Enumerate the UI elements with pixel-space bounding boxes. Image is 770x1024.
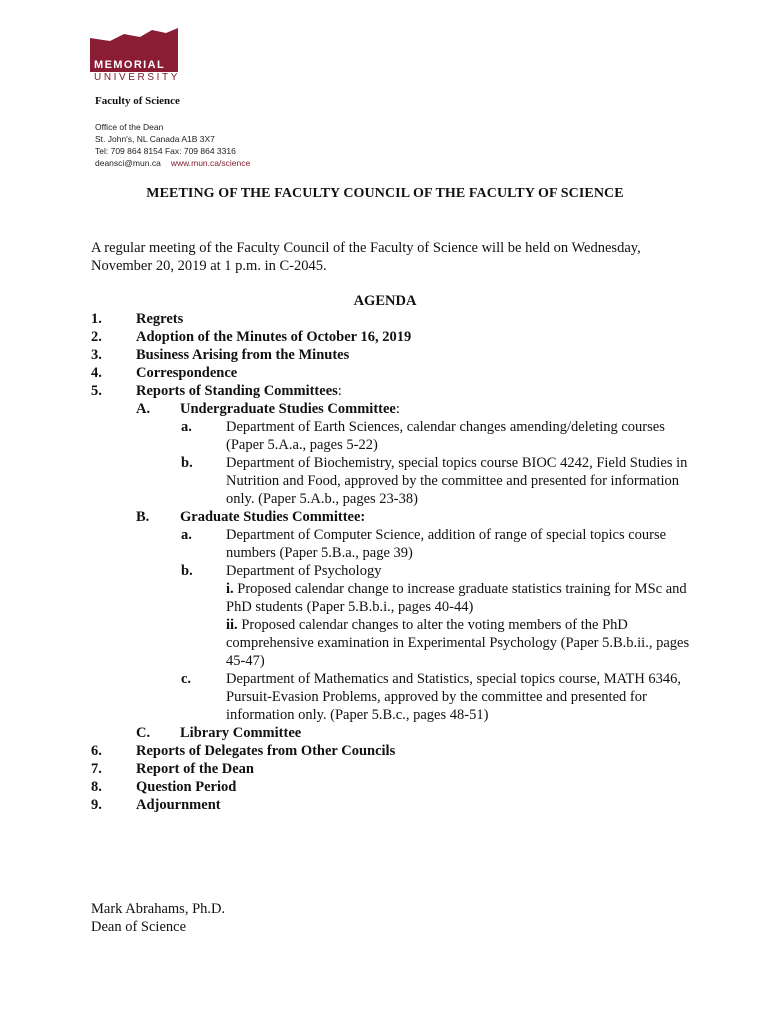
- agenda-item-number: 8.: [91, 779, 102, 795]
- agenda-item: [91, 760, 691, 778]
- agenda-subsubitem-letter: a.: [181, 527, 192, 543]
- agenda-item: [91, 742, 691, 760]
- logo-wordmark-university: UNIVERSITY: [94, 72, 181, 83]
- logo-wordmark-memorial: MEMORIAL: [94, 59, 166, 71]
- agenda-item: [91, 778, 691, 796]
- agenda-subsubitem-text: Department of Mathematics and Statistics, special topics course, MATH 6346, Pursuit-Evasion Problems, approved by the committee and presented for information only. (Paper 5.B.c., pages 48-51): [226, 671, 682, 723]
- agenda-item-text: Adjournment: [136, 797, 221, 813]
- meeting-title: MEETING OF THE FACULTY COUNCIL OF THE FACULTY OF SCIENCE: [146, 186, 624, 201]
- agenda-subitem-text: Library Committee: [180, 725, 302, 741]
- agenda-item: [91, 364, 691, 382]
- agenda-subsubitem-text: Department of Psychology: [226, 563, 382, 579]
- agenda-subsubitem-letter: a.: [181, 419, 192, 435]
- agenda-subitem-suffix: :: [395, 401, 400, 417]
- agenda-list: [91, 310, 691, 814]
- signature-block: [91, 900, 225, 936]
- office-website-link[interactable]: www.mun.ca/science: [170, 158, 251, 168]
- agenda-item: [91, 382, 691, 400]
- agenda-item: [91, 796, 691, 814]
- agenda-heading: AGENDA: [353, 293, 417, 309]
- agenda-roman-numeral: i.: [226, 581, 234, 597]
- agenda-item-text: Correspondence: [136, 365, 238, 381]
- agenda-subitem-text: Undergraduate Studies Committee: [180, 401, 396, 417]
- agenda-subsubitem: [91, 454, 691, 508]
- meeting-intro: A regular meeting of the Faculty Council of the Faculty of Science will be held on Wednesday, November 20, 2019 at 1 p.m. in C-2045.: [91, 240, 641, 274]
- agenda-roman-text: Proposed calendar change to increase graduate statistics training for MSc and PhD students (Paper 5.B.b.i., pages 40-44): [226, 581, 687, 615]
- agenda-item-number: 4.: [91, 365, 102, 381]
- agenda-item: [91, 310, 691, 328]
- office-contact-block: [95, 121, 250, 169]
- agenda-item-suffix: :: [337, 383, 342, 399]
- office-email[interactable]: deansci@mun.ca: [95, 158, 161, 168]
- agenda-roman-text: Proposed calendar changes to alter the voting members of the PhD comprehensive examination in Experimental Psychology (Paper 5.B.b.ii., pages 45-47): [226, 617, 690, 669]
- agenda-item-number: 6.: [91, 743, 102, 759]
- agenda-item-number: 1.: [91, 311, 102, 327]
- agenda-subsubitem: [91, 418, 691, 454]
- agenda-item-text: Regrets: [136, 311, 184, 327]
- agenda-subitem-letter: B.: [136, 509, 150, 525]
- university-logo: [90, 28, 190, 84]
- agenda-subsubitem-letter: c.: [181, 671, 192, 687]
- agenda-item-text: Reports of Delegates from Other Councils: [136, 743, 396, 759]
- agenda-subitem-letter: C.: [136, 725, 151, 741]
- agenda-item-number: 3.: [91, 347, 102, 363]
- agenda-subitem-text: Graduate Studies Committee:: [180, 509, 366, 525]
- office-phone-fax: Tel: 709 864 8154 Fax: 709 864 3316: [95, 146, 236, 156]
- agenda-subitem-letter: A.: [136, 401, 151, 417]
- signatory-role: Dean of Science: [91, 919, 187, 935]
- agenda-subsubitem: [91, 526, 691, 562]
- agenda-subitem: [91, 508, 691, 526]
- agenda-roman-item: [226, 580, 691, 616]
- agenda-subitem: [91, 400, 691, 418]
- agenda-item-text: Question Period: [136, 779, 237, 795]
- agenda-item-text: Business Arising from the Minutes: [136, 347, 350, 363]
- agenda-item-text: Adoption of the Minutes of October 16, 2019: [136, 329, 412, 345]
- faculty-name: Faculty of Science: [95, 95, 180, 107]
- agenda-item-text: Reports of Standing Committees: [136, 383, 338, 399]
- agenda-subsubitem-text: Department of Computer Science, addition of range of special topics course numbers (Paper 5.B.a., page 39): [226, 527, 667, 561]
- agenda-roman-numeral: ii.: [226, 617, 238, 633]
- agenda-subsubitem-letter: b.: [181, 563, 193, 579]
- agenda-subsubitem-text: Department of Biochemistry, special topics course BIOC 4242, Field Studies in Nutrition and Food, approved by the committee and presented for information only. (Paper 5.A.b., pages 23-38): [226, 455, 688, 507]
- agenda-subsubitem: [91, 562, 691, 670]
- agenda-item-text: Report of the Dean: [136, 761, 254, 777]
- agenda-item: [91, 328, 691, 346]
- agenda-roman-item: [226, 616, 691, 670]
- agenda-item: [91, 346, 691, 364]
- agenda-subsubitem: [91, 670, 691, 724]
- agenda-item-number: 2.: [91, 329, 102, 345]
- agenda-item-number: 9.: [91, 797, 102, 813]
- agenda-item-number: 5.: [91, 383, 102, 399]
- agenda-item-number: 7.: [91, 761, 102, 777]
- agenda-subitem: [91, 724, 691, 742]
- agenda-subsubitem-text: Department of Earth Sciences, calendar changes amending/deleting courses (Paper 5.A.a., pages 5-22): [226, 419, 665, 453]
- office-name: Office of the Dean: [95, 122, 164, 132]
- signatory-name: Mark Abrahams, Ph.D.: [91, 901, 226, 917]
- office-address: St. John's, NL Canada A1B 3X7: [95, 134, 215, 144]
- agenda-subsubitem-letter: b.: [181, 455, 193, 471]
